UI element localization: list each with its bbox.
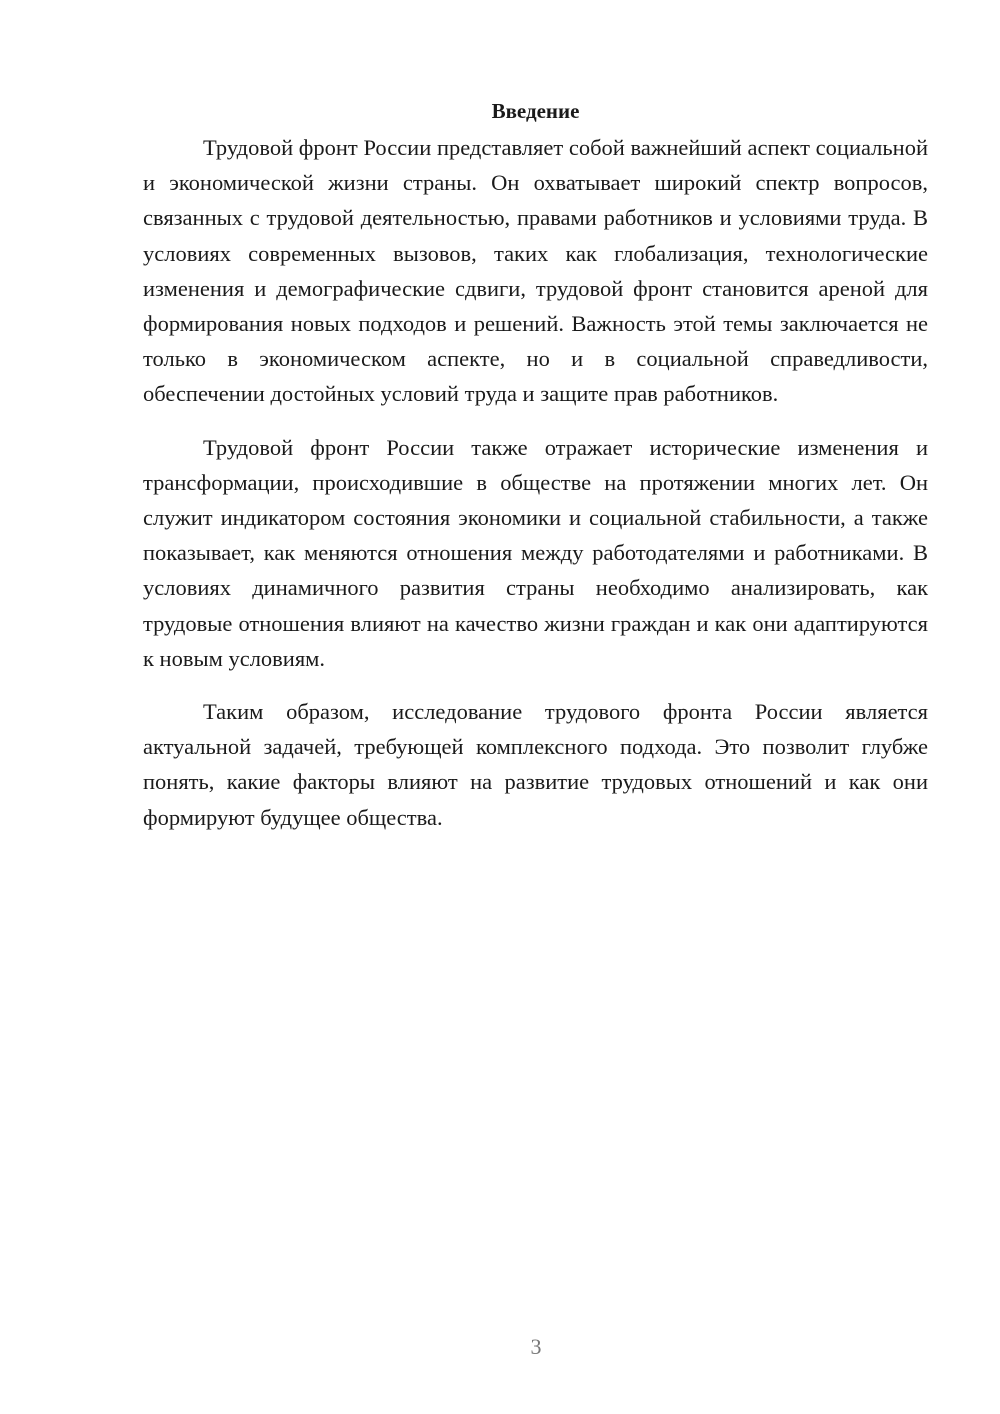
page-content (143, 96, 928, 853)
section-title: Введение (491, 99, 580, 123)
page-number: 3 (530, 1334, 542, 1359)
paragraph-2: Трудовой фронт России также отражает исторические изменения и трансформации, происходившие в обществе на протяжении многих лет. Он служит индикатором состояния экономики и социальной стабильности, а также показывает, как меняются отношения между работодателями и работниками. В условиях динамичного развития страны необходимо анализировать, как трудовые отношения влияют на качество жизни граждан и как они адаптируются к новым условиям. (143, 434, 928, 671)
paragraph-1: Трудовой фронт России представляет собой важнейший аспект социальной и экономической жизни страны. Он охватывает широкий спектр вопросов, связанных с трудовой деятельностью, правами работников и условиями труда. В условиях современных вызовов, таких как глобализация, технологические изменения и демографические сдвиги, трудовой фронт становится ареной для формирования новых подходов и решений. Важность этой темы заключается не только в экономическом аспекте, но и в социальной справедливости, обеспечении достойных условий труда и защите прав работников. (143, 135, 928, 407)
paragraph-3: Таким образом, исследование трудового фронта России является актуальной задачей, требующей комплексного подхода. Это позволит глубже понять, какие факторы влияют на развитие трудовых отношений и как они формируют будущее общества. (143, 699, 928, 830)
